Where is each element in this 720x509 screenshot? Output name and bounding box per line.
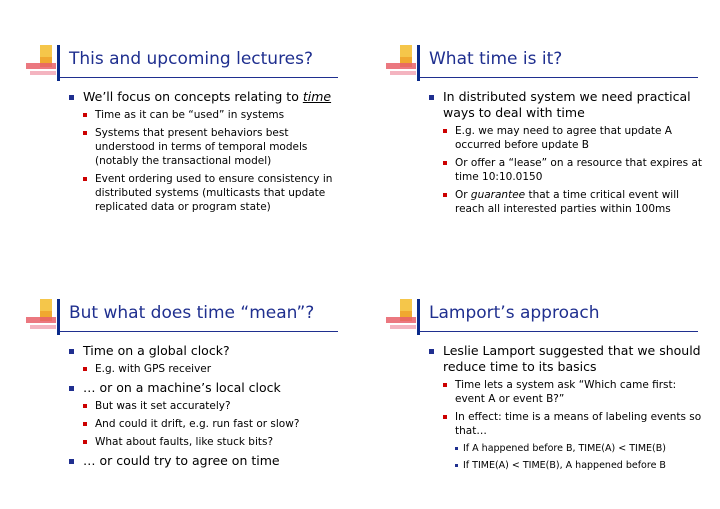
bullet-text: In effect: time is a means of labeling events so that… bbox=[455, 411, 702, 437]
bullet-text: E.g. with GPS receiver bbox=[95, 363, 212, 375]
slide-4 bbox=[360, 254, 720, 508]
slide-title: This and upcoming lectures? bbox=[69, 49, 314, 69]
bullet-text: Systems that present behaviors best understood in terms of temporal models (notably the transactional model) bbox=[95, 127, 308, 167]
bullet-list bbox=[69, 89, 344, 218]
slide-title: But what does time “mean”? bbox=[69, 303, 315, 323]
bullet-level-1 bbox=[69, 453, 344, 469]
bullet-text: If TIME(A) < TIME(B), A happened before B bbox=[463, 460, 666, 471]
bullet-level-2 bbox=[441, 378, 704, 406]
bullet-level-2 bbox=[441, 124, 704, 152]
bullet-list bbox=[429, 89, 704, 220]
title-underline bbox=[420, 77, 698, 78]
bullet-text: Time as it can be “used” in systems bbox=[95, 109, 285, 121]
bullet-text: We’ll focus on concepts relating to bbox=[83, 89, 303, 104]
bullet-text: Or offer a “lease” on a resource that expires at time 10:10.0150 bbox=[455, 157, 703, 183]
bullet-text: And could it drift, e.g. run fast or slow? bbox=[95, 418, 300, 430]
bullet-text: Time lets a system ask “Which came first: event A or event B?” bbox=[455, 379, 677, 405]
bullet-level-2 bbox=[81, 435, 344, 449]
bullet-level-2 bbox=[81, 126, 344, 168]
slide-logo-icon bbox=[386, 299, 432, 335]
slide-title: What time is it? bbox=[429, 49, 563, 69]
bullet-level-2 bbox=[81, 108, 344, 122]
bullet-text: What about faults, like stuck bits? bbox=[95, 436, 274, 448]
bullet-level-2 bbox=[81, 399, 344, 413]
bullet-level-1 bbox=[69, 343, 344, 359]
bullet-text: guarantee bbox=[470, 189, 526, 201]
title-underline bbox=[60, 331, 338, 332]
bullet-text: Or bbox=[455, 189, 471, 201]
bullet-list bbox=[69, 343, 344, 472]
bullet-text: Event ordering used to ensure consistency in distributed systems (multicasts that update replicated data or program state) bbox=[95, 173, 333, 213]
bullet-text: But was it set accurately? bbox=[95, 400, 231, 412]
bullet-level-2 bbox=[441, 188, 704, 216]
title-underline bbox=[60, 77, 338, 78]
bullet-level-3 bbox=[453, 459, 704, 472]
bullet-text: If A happened before B, TIME(A) < TIME(B) bbox=[463, 443, 666, 454]
bullet-level-1 bbox=[69, 380, 344, 396]
bullet-level-1 bbox=[69, 89, 344, 105]
slide-logo-icon bbox=[26, 45, 72, 81]
bullet-level-3 bbox=[453, 442, 704, 455]
bullet-text: … or could try to agree on time bbox=[83, 453, 280, 468]
bullet-level-2 bbox=[81, 362, 344, 376]
title-underline bbox=[420, 331, 698, 332]
slide-3 bbox=[0, 254, 360, 508]
slide-logo-icon bbox=[386, 45, 432, 81]
bullet-text: time bbox=[302, 89, 332, 104]
slide-2 bbox=[360, 0, 720, 254]
bullet-level-2 bbox=[441, 410, 704, 438]
bullet-level-1 bbox=[429, 89, 704, 121]
bullet-list bbox=[429, 343, 704, 476]
bullet-text: that a time critical event will reach all interested parties within 100ms bbox=[455, 189, 680, 215]
bullet-level-1 bbox=[429, 343, 704, 375]
slide-1 bbox=[0, 0, 360, 254]
slide-title: Lamport’s approach bbox=[429, 303, 600, 323]
bullet-level-2 bbox=[81, 172, 344, 214]
bullet-text: In distributed system we need practical ways to deal with time bbox=[443, 89, 691, 120]
bullet-text: Time on a global clock? bbox=[83, 343, 230, 358]
bullet-text: Leslie Lamport suggested that we should reduce time to its basics bbox=[443, 343, 701, 374]
slide-logo-icon bbox=[26, 299, 72, 335]
bullet-level-2 bbox=[81, 417, 344, 431]
bullet-level-2 bbox=[441, 156, 704, 184]
bullet-text: … or on a machine’s local clock bbox=[83, 380, 281, 395]
bullet-text: E.g. we may need to agree that update A occurred before update B bbox=[455, 125, 672, 151]
